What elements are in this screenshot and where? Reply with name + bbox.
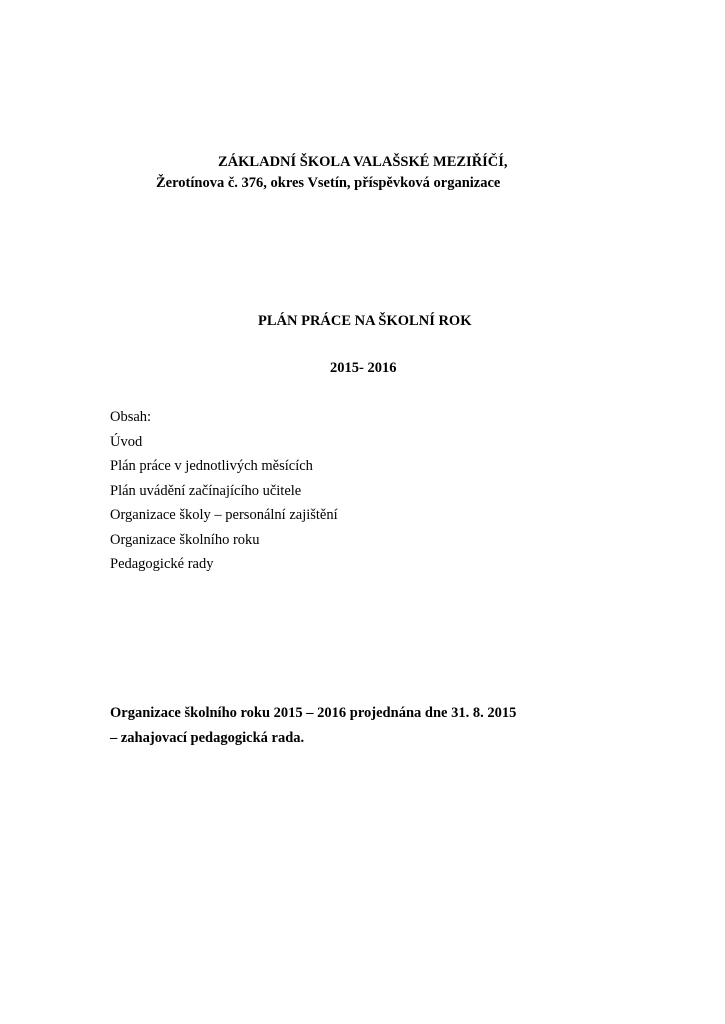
contents-item-monthly-plan: Plán práce v jednotlivých měsících [110,458,313,474]
contents-item-new-teacher-plan: Plán uvádění začínajícího učitele [110,482,302,499]
contents-item-intro: Úvod [110,433,143,450]
contents-item-staffing: Organizace školy – personální zajištění [110,507,338,523]
plan-title: PLÁN PRÁCE NA ŠKOLNÍ ROK [258,313,472,329]
table-of-contents [110,410,338,582]
contents-item-pedagogical-councils: Pedagogické rady [110,556,214,572]
school-name: ZÁKLADNÍ ŠKOLA VALAŠSKÉ MEZIŘÍČÍ, [218,154,508,170]
approval-note-line-1: Organizace školního roku 2015 – 2016 projednána dne 31. 8. 2015 [110,705,517,721]
contents-heading: Obsah: [110,409,152,425]
approval-note-line-2: – zahajovací pedagogická rada. [110,730,305,746]
school-year: 2015- 2016 [330,360,397,376]
contents-item-school-year-organization: Organizace školního roku [110,531,260,548]
school-address: Žerotínova č. 376, okres Vsetín, příspěvková organizace [156,175,501,191]
